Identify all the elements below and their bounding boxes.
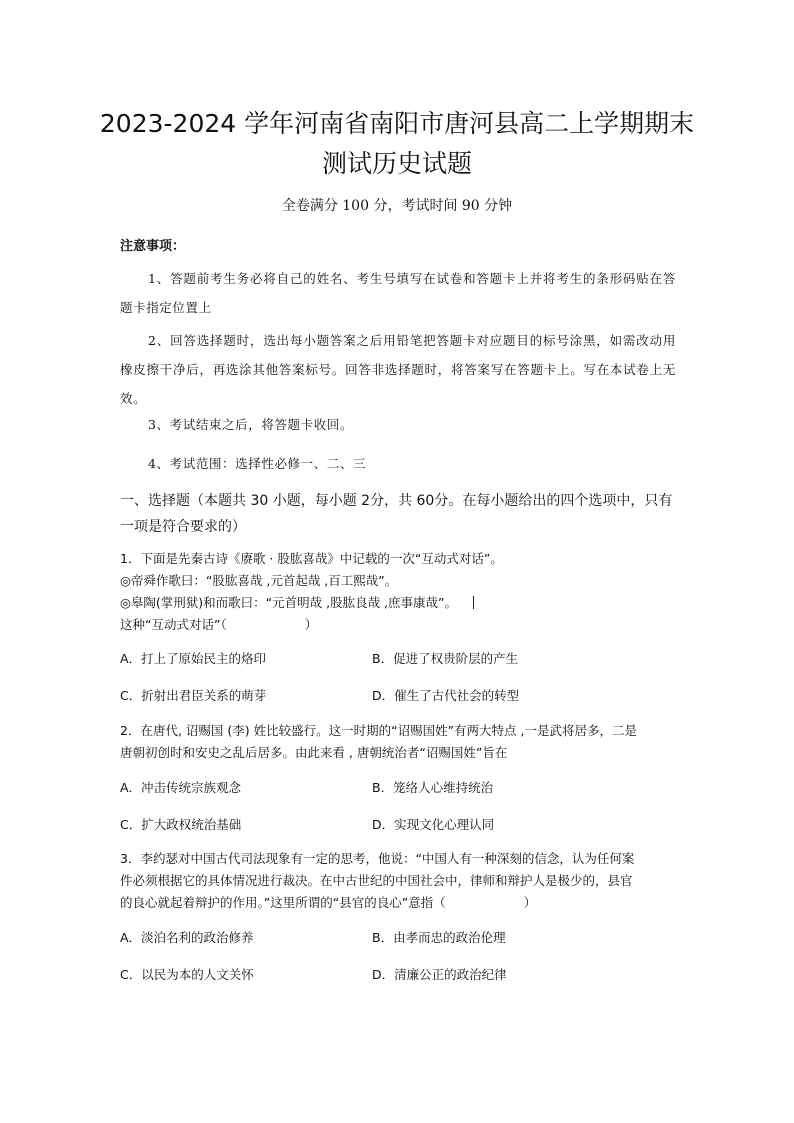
question-2-line-1: 2．在唐代, 诏赐国 (李) 姓比较盛行。这一时期的“诏赐国姓”有两大特点 ,一是武将居多，二是 — [120, 723, 637, 738]
question-1 — [120, 548, 680, 636]
q1-option-a: A．打上了原始民主的烙印 — [120, 651, 267, 666]
text-cursor — [473, 596, 474, 609]
q1-option-b: B．促进了权贵阶层的产生 — [372, 651, 519, 666]
q2-option-d: D．实现文化心理认同 — [372, 817, 495, 832]
notice-item-3: 3、考试结束之后，将答题卡收回。 — [148, 417, 354, 432]
question-1-line-3-text: ◎皋陶(掌刑狱)和而歌曰：“元首明哉 ,股肱良哉 ,庶事康哉”。 — [120, 595, 458, 610]
question-1-close-paren: ） — [304, 617, 318, 632]
notice-item-1: 1、答题前考生务必将自己的姓名、考生号填写在试卷和答题卡上并将考生的条形码贴在答题卡指定位置上 — [120, 271, 676, 315]
question-3-line-2: 件必须根据它的具体情况进行裁决。在中古世纪的中国社会中，律师和辩护人是极少的，县官 — [120, 873, 633, 888]
q1-option-d: D．催生了古代社会的转型 — [372, 688, 520, 703]
question-3-stem-end: 的良心就起着辩护的作用。”这里所谓的“县官的良心”意指（ — [120, 895, 446, 910]
question-2-line-2: 唐朝初创时和安史之乱后居多。由此来看 , 唐朝统治者“诏赐国姓”旨在 — [120, 745, 508, 760]
q3-option-b: B．由孝而忠的政治伦理 — [372, 930, 506, 945]
exam-subtitle: 全卷满分 100 分，考试时间 90 分钟 — [281, 198, 513, 214]
question-1-stem-end: 这种“互动式对话”（ — [120, 617, 227, 632]
q3-option-a: A．淡泊名利的政治修养 — [120, 930, 254, 945]
q2-option-a: A．冲击传统宗族观念 — [120, 780, 242, 795]
question-1-line-1: 1．下面是先秦古诗《赓歌 · 股肱喜哉》中记载的一次“互动式对话”。 — [120, 551, 503, 566]
question-1-line-2: ◎帝舜作歌曰：“股肱喜哉 ,元首起哉 ,百工熙哉”。 — [120, 573, 398, 588]
q3-option-d: D．清廉公正的政治纪律 — [372, 967, 507, 982]
exam-title-line1: 2023-2024 学年河南省南阳市唐河县高二上学期期末 — [99, 109, 695, 138]
notice-item-2: 2、回答选择题时，选出每小题答案之后用铅笔把答题卡对应题目的标号涂黑，如需改动用橡皮擦干净后，再选涂其他答案标号。回答非选择题时，将答案写在答题卡上。写在本试卷上无效。 — [120, 333, 676, 406]
exam-title-line2: 测试历史试题 — [321, 149, 472, 178]
q2-option-b: B．笼络人心维持统治 — [372, 780, 494, 795]
section-heading-choice: 一、选择题（本题共 30 小题，每小题 2分，共 60分。在每小题给出的四个选项中，只有一项是符合要求的） — [120, 493, 673, 535]
question-1-line-4 — [120, 614, 680, 636]
notice-heading: 注意事项： — [120, 239, 186, 254]
question-3-close-paren: ） — [523, 895, 537, 910]
question-3 — [120, 848, 680, 914]
q2-option-c: C．扩大政权统治基础 — [120, 817, 242, 832]
q3-option-c: C．以民为本的人文关怀 — [120, 967, 254, 982]
notice-item-4: 4、考试范围：选择性必修一、二、三 — [148, 456, 367, 471]
question-2 — [120, 720, 680, 764]
question-3-line-1: 3．李约瑟对中国古代司法现象有一定的思考，他说：“中国人有一种深刻的信念，认为任何案 — [120, 851, 635, 866]
question-1-line-3 — [120, 592, 680, 614]
q1-option-c: C．折射出君臣关系的萌芽 — [120, 688, 267, 703]
question-3-line-3 — [120, 892, 680, 914]
